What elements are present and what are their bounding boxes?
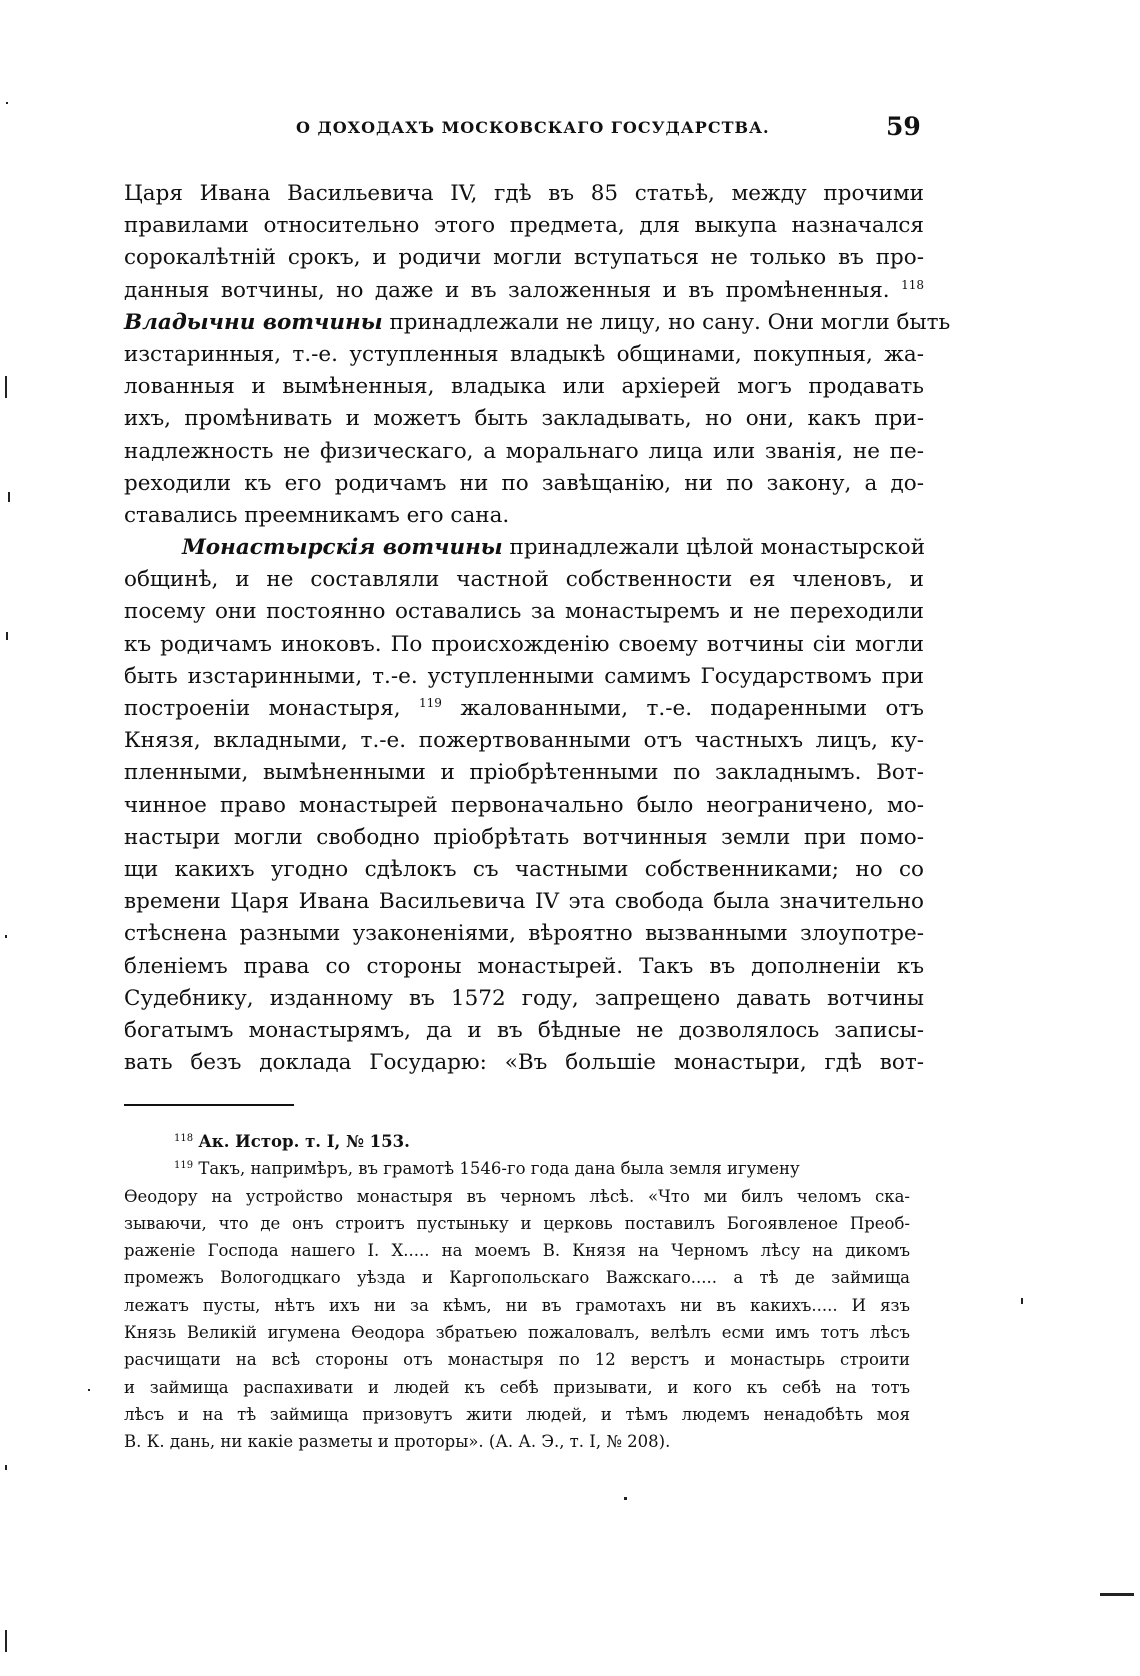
- text-line: Царя Ивана Васильевича IV, гдѣ въ 85 статьѣ, между прочими: [124, 181, 924, 206]
- footnote-text: Ак. Истор. т. I, № 153.: [198, 1132, 410, 1151]
- text-line: сорокалѣтній срокъ, и родичи могли вступаться не только въ про-: [124, 245, 924, 271]
- footnotes: [124, 1128, 910, 1456]
- text-line: [124, 532, 924, 564]
- footnote-line: расчищати на всѣ стороны отъ монастыря по 12 верстъ и монастырь строити: [124, 1350, 910, 1370]
- text-line: посему они постоянно оставались за монастыремъ и не переходили: [124, 599, 924, 625]
- scan-speck: [5, 1465, 7, 1470]
- scan-speck: [5, 935, 7, 938]
- text-line: настыри могли свободно пріобрѣтать вотчинныя земли при помо-: [124, 824, 924, 850]
- footnote-118: [124, 1128, 910, 1155]
- text-line: Судебнику, изданному въ 1572 году, запрещено давать вотчины: [124, 985, 924, 1011]
- footnote-119: [124, 1155, 910, 1182]
- scan-speck: [6, 632, 8, 640]
- page-number: 59: [886, 112, 921, 141]
- footnote-line: раженіе Господа нашего І. Х..... на моемъ В. Князя на Черномъ лѣсу на дикомъ: [124, 1241, 910, 1261]
- text-line: надлежность не физическаго, а моральнаго лица или званія, не пе-: [124, 438, 924, 464]
- footnote-line: зываючи, что де онъ строитъ пустыньку и церковь поставилъ Богоявленое Преоб-: [124, 1213, 910, 1233]
- text-segment: принадлежали цѣлой монастырской: [509, 535, 926, 561]
- scan-speck: [6, 102, 8, 104]
- footnote-reference: 119: [419, 696, 442, 710]
- main-text: [124, 178, 951, 1079]
- text-line: реходили къ его родичамъ ни по завѣщанію, ни по закону, а до-: [124, 470, 924, 496]
- footnote-line: В. К. дань, ни какіе разметы и проторы». (А. А. Э., т. I, № 208).: [124, 1432, 671, 1452]
- footnote-line: Князь Великій игумена Ѳеодора збратьею пожаловалъ, велѣлъ есми имъ тотъ лѣсъ: [124, 1323, 910, 1343]
- text-line: ихъ, промѣнивать и можетъ быть закладывать, но они, какъ при-: [124, 406, 924, 432]
- footnote-divider: [124, 1104, 294, 1106]
- text-line: бленіемъ права со стороны монастырей. Такъ въ дополненіи къ: [124, 953, 924, 979]
- scan-speck: [8, 492, 10, 502]
- text-line: ставались преемникамъ его сана.: [124, 502, 510, 528]
- footnote-number: 118: [174, 1133, 194, 1144]
- text-line: быть изстаринными, т.-е. уступленными самимъ Государствомъ при: [124, 663, 924, 689]
- text-line: общинѣ, и не составляли частной собственности ея членовъ, и: [124, 567, 924, 593]
- text-segment: построеніи монастыря,: [124, 696, 401, 721]
- footnote-line: и займища распахивати и людей къ себѣ призывати, и кого къ себѣ на тотъ: [124, 1377, 910, 1397]
- scan-speck: [88, 1389, 90, 1391]
- text-line: правилами относительно этого предмета, для выкупа назначался: [124, 213, 924, 239]
- scan-speck: [1021, 1298, 1023, 1304]
- footnote-line: промежъ Вологодцкаго уѣзда и Каргопольскаго Важскаго..... а тѣ де займища: [124, 1268, 910, 1288]
- text-line: [124, 693, 924, 725]
- text-line: времени Царя Ивана Васильевича IV эта свобода была значительно: [124, 889, 924, 915]
- running-title: О ДОХОДАХЪ МОСКОВСКАГО ГОСУДАРСТВА.: [296, 118, 770, 137]
- text-segment: принадлежали не лицу, но сану. Они могли быть: [389, 309, 951, 335]
- text-line: Князя, вкладными, т.-е. пожертвованными отъ частныхъ лицъ, ку-: [124, 728, 924, 754]
- text-line: лованныя и вымѣненныя, владыка или архіерей могъ продавать: [124, 374, 924, 400]
- text-line: [124, 275, 924, 307]
- text-segment: данныя вотчины, но даже и въ заложенныя и въ промѣненныя.: [124, 277, 890, 303]
- scan-speck: [624, 1497, 627, 1500]
- text-line: щи какихъ угодно сдѣлокъ съ частными собственниками; но со: [124, 856, 924, 882]
- scan-speck: [5, 376, 7, 398]
- footnote-number: 119: [174, 1160, 194, 1172]
- scan-speck: [1100, 1593, 1134, 1596]
- text-line: [124, 307, 951, 339]
- emphasized-term: Владычни вотчины: [124, 309, 383, 335]
- text-line: пленными, вымѣненными и пріобрѣтенными по закладнымъ. Вот-: [124, 760, 924, 786]
- text-segment: жалованными, т.-е. подаренными отъ: [460, 696, 924, 721]
- text-line: вать безъ доклада Государю: «Въ большіе монастыри, гдѣ вот-: [124, 1050, 924, 1076]
- text-line: богатымъ монастырямъ, да и въ бѣдные не дозволялось записы-: [124, 1017, 924, 1043]
- footnote-line: лѣсъ и на тѣ займища призовутъ жити людей, и тѣмъ людемъ ненадобѣть моя: [124, 1404, 910, 1424]
- footnote-text: Такъ, напримѣръ, въ грамотѣ 1546-го года дана была земля игумену: [198, 1159, 800, 1179]
- footnote-reference: 118: [901, 277, 924, 292]
- footnote-line: лежатъ пусты, нѣтъ ихъ ни за кѣмъ, ни въ грамотахъ ни въ какихъ..... И язъ: [124, 1295, 910, 1315]
- text-line: къ родичамъ иноковъ. По происхожденію своему вотчины сіи могли: [124, 631, 924, 657]
- scan-speck: [5, 1630, 7, 1652]
- text-line: чинное право монастырей первоначально было неограничено, мо-: [124, 792, 924, 818]
- text-line: стѣснена разными узаконеніями, вѣроятно вызванными злоупотре-: [124, 921, 924, 947]
- footnote-line: Ѳеодору на устройство монастыря въ черномъ лѣсѣ. «Что ми билъ челомъ ска-: [124, 1186, 910, 1206]
- text-line: изстаринныя, т.-е. уступленныя владыкѣ общинами, покупныя, жа-: [124, 341, 924, 367]
- emphasized-term: Монастырскія вотчины: [182, 535, 503, 561]
